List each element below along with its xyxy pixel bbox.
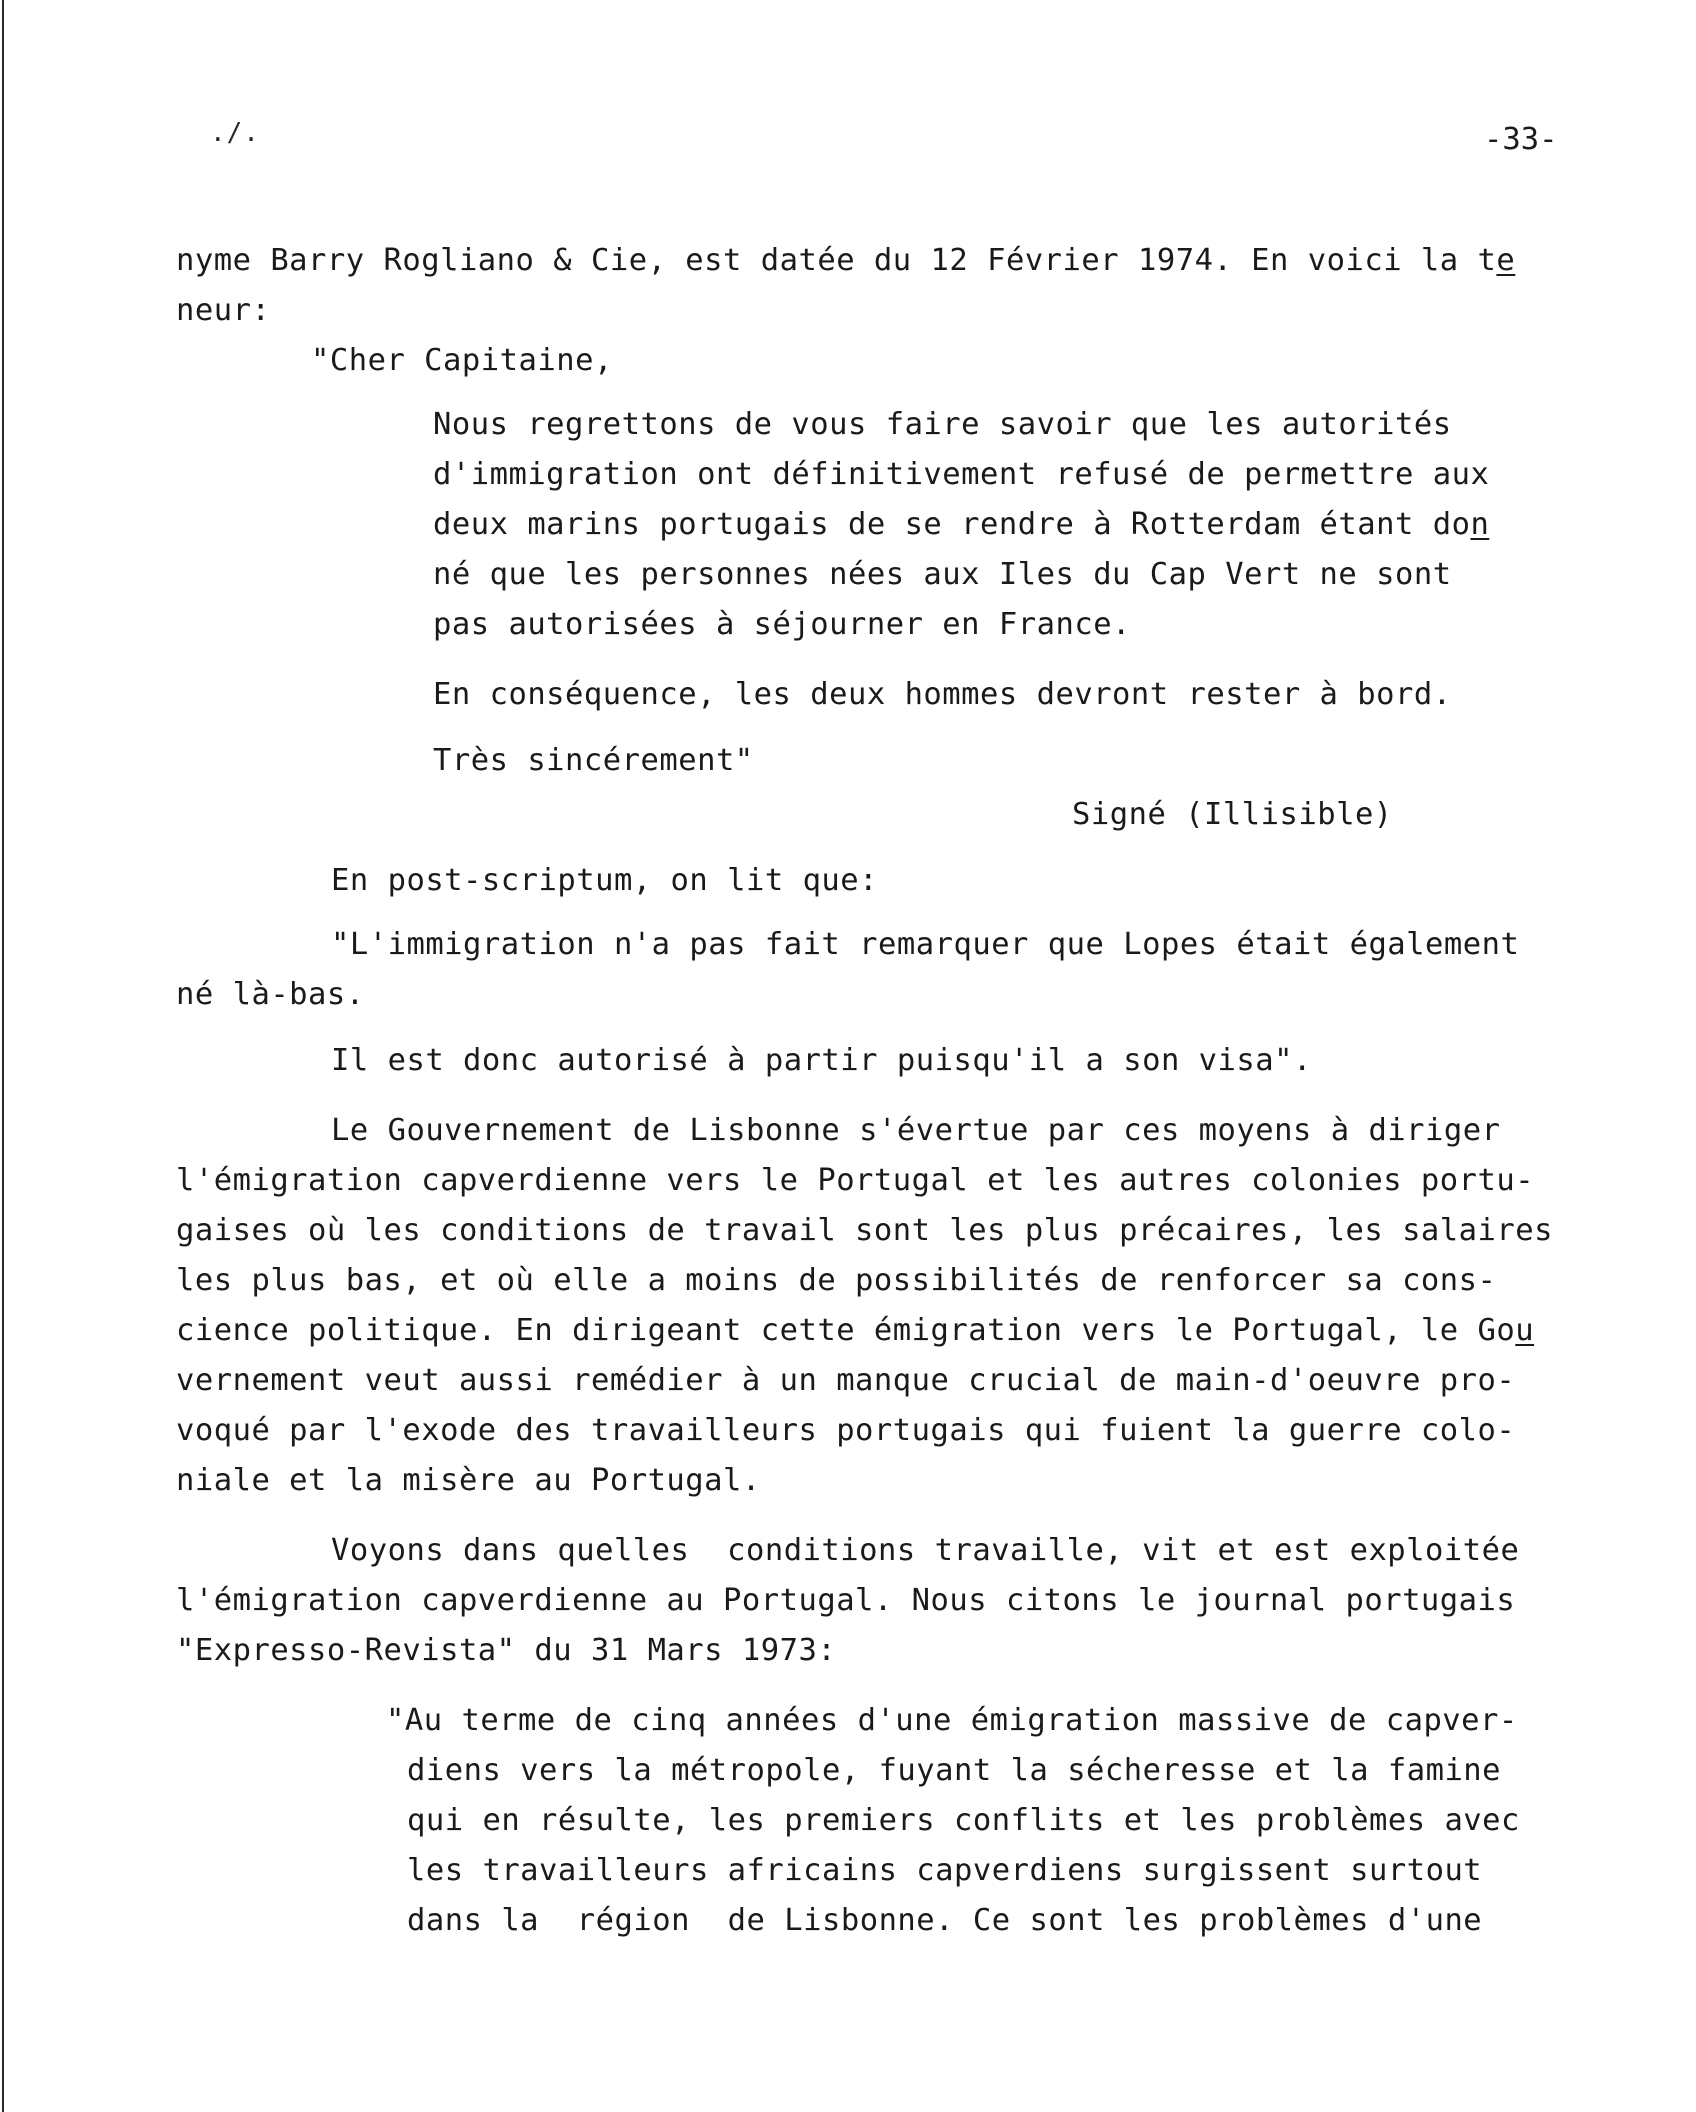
paragraph-line: [176, 1306, 1534, 1356]
paragraph-line: Voyons dans quelles conditions travaille, vit et est exploitée: [331, 1533, 1520, 1568]
paragraph-line: neur:: [176, 293, 271, 328]
continuation-mark: ./.: [210, 118, 260, 148]
paragraph-line: vernement veut aussi remédier à un manque crucial de main-d'oeuvre pro-: [176, 1363, 1516, 1398]
line-text: cience politique. En dirigeant cette émigration vers le Portugal, le Go: [176, 1313, 1516, 1348]
letter-line: Nous regrettons de vous faire savoir que les autorités: [433, 407, 1452, 442]
paragraph-line: "L'immigration n'a pas fait remarquer que Lopes était également: [331, 927, 1520, 962]
letter-line: pas autorisées à séjourner en France.: [433, 607, 1131, 642]
line-text: nyme Barry Rogliano & Cie, est datée du 12 Février 1974. En voici la t: [176, 243, 1497, 278]
underlined-char: e: [1496, 243, 1516, 278]
paragraph-line: "Expresso-Revista" du 31 Mars 1973:: [176, 1633, 837, 1668]
paragraph-line: En post-scriptum, on lit que:: [331, 863, 879, 898]
quote-line: dans la région de Lisbonne. Ce sont les problèmes d'une: [407, 1903, 1483, 1938]
underlined-char: n: [1470, 507, 1490, 542]
page-number: -33-: [1484, 122, 1558, 157]
signature: Signé (Illisible): [1072, 797, 1393, 832]
line-text: deux marins portugais de se rendre à Rotterdam étant do: [433, 507, 1471, 542]
page-edge-line: [2, 0, 4, 2112]
letter-closing: Très sincérement": [433, 743, 754, 778]
letter-line: d'immigration ont définitivement refusé de permettre aux: [433, 457, 1490, 492]
letter-line: [433, 500, 1489, 550]
paragraph-line: [176, 236, 1515, 286]
quote-line: qui en résulte, les premiers conflits et les problèmes avec: [407, 1803, 1520, 1838]
paragraph-line: gaises où les conditions de travail sont les plus précaires, les salaires: [176, 1213, 1553, 1248]
paragraph-line: Il est donc autorisé à partir puisqu'il a son visa".: [331, 1043, 1312, 1078]
letter-line: En conséquence, les deux hommes devront rester à bord.: [433, 677, 1452, 712]
quote-line: diens vers la métropole, fuyant la sécheresse et la famine: [407, 1753, 1502, 1788]
paragraph-line: les plus bas, et où elle a moins de possibilités de renforcer sa cons-: [176, 1263, 1497, 1298]
letter-salutation: "Cher Capitaine,: [311, 343, 613, 378]
quote-line: les travailleurs africains capverdiens surgissent surtout: [407, 1853, 1483, 1888]
underlined-char: u: [1515, 1313, 1535, 1348]
letter-line: né que les personnes nées aux Iles du Cap Vert ne sont: [433, 557, 1452, 592]
paragraph-line: l'émigration capverdienne au Portugal. Nous citons le journal portugais: [176, 1583, 1516, 1618]
quote-line: "Au terme de cinq années d'une émigration massive de capver-: [386, 1703, 1518, 1738]
paragraph-line: voqué par l'exode des travailleurs portugais qui fuient la guerre colo-: [176, 1413, 1516, 1448]
paragraph-line: l'émigration capverdienne vers le Portugal et les autres colonies portu-: [176, 1163, 1535, 1198]
paragraph-line: né là-bas.: [176, 977, 365, 1012]
paragraph-line: Le Gouvernement de Lisbonne s'évertue par ces moyens à diriger: [331, 1113, 1501, 1148]
paragraph-line: niale et la misère au Portugal.: [176, 1463, 761, 1498]
